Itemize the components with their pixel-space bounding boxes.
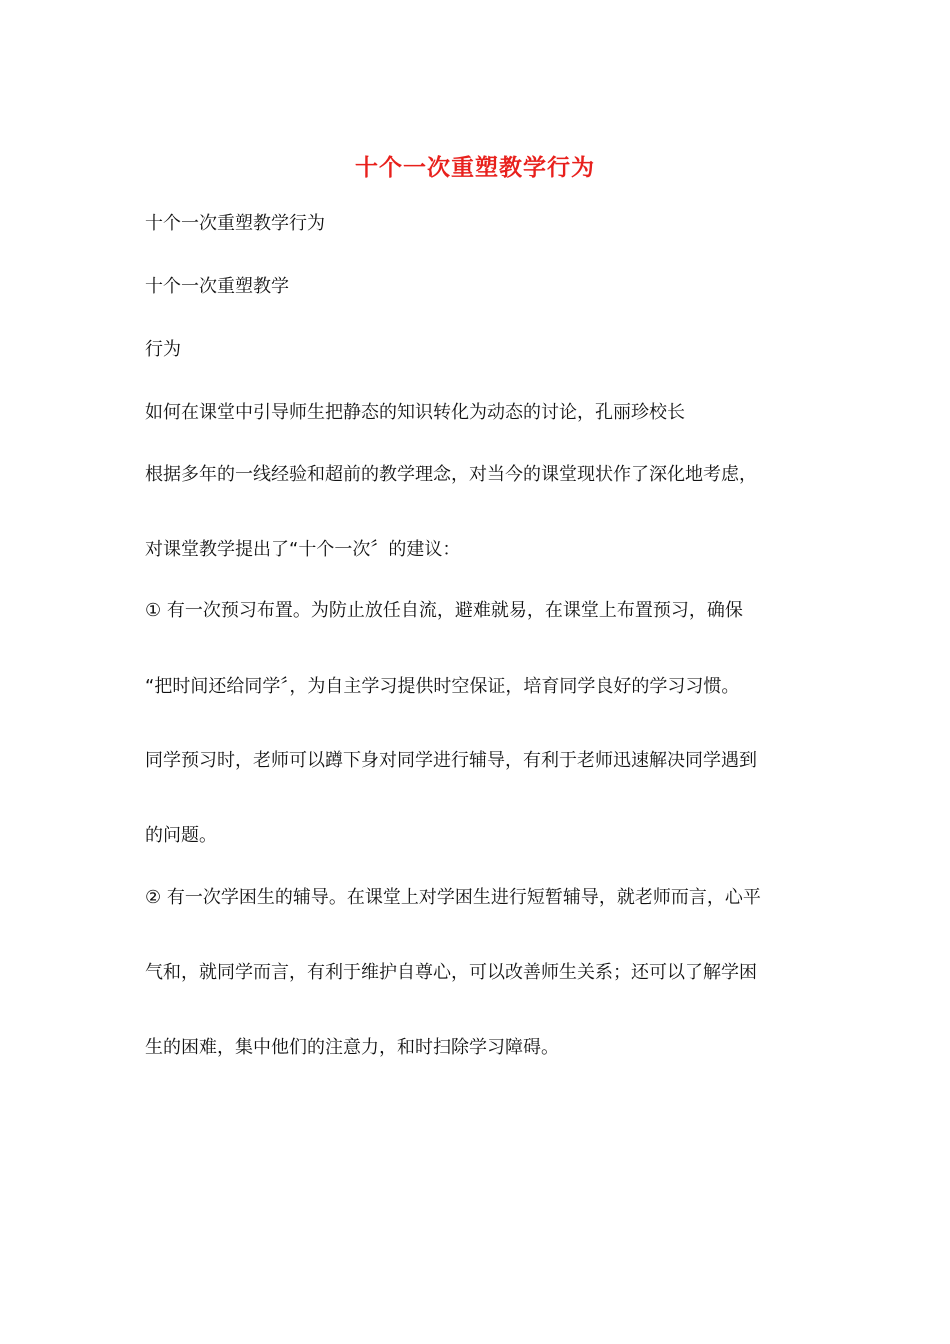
text-line: 对课堂教学提出了“十个一次〞的建议： — [145, 539, 461, 560]
text-line: 气和，就同学而言，有利于维护自尊心，可以改善师生关系；还可以了解学困 — [145, 962, 757, 983]
text-line: 十个一次重塑教学 — [145, 276, 289, 297]
text-line: 行为 — [145, 339, 181, 360]
text-line: 同学预习时，老师可以蹲下身对同学进行辅导，有利于老师迅速解决同学遇到 — [145, 750, 757, 771]
text-line: ① 有一次预习布置。为防止放任自流，避难就易，在课堂上布置预习，确保 — [145, 600, 743, 621]
text-line: 根据多年的一线经验和超前的教学理念，对当今的课堂现状作了深化地考虑， — [145, 464, 757, 485]
text-line: 十个一次重塑教学行为 — [145, 213, 325, 234]
text-line: 的问题。 — [145, 825, 217, 846]
text-line: ② 有一次学困生的辅导。在课堂上对学困生进行短暂辅导，就老师而言，心平 — [145, 887, 761, 908]
text-line: 生的困难，集中他们的注意力，和时扫除学习障碍。 — [145, 1037, 559, 1058]
document-title: 十个一次重塑教学行为 — [355, 154, 595, 181]
text-line: 如何在课堂中引导师生把静态的知识转化为动态的讨论，孔丽珍校长 — [145, 402, 685, 423]
text-line: “把时间还给同学〞，为自主学习提供时空保证，培育同学良好的学习习惯。 — [145, 676, 740, 697]
